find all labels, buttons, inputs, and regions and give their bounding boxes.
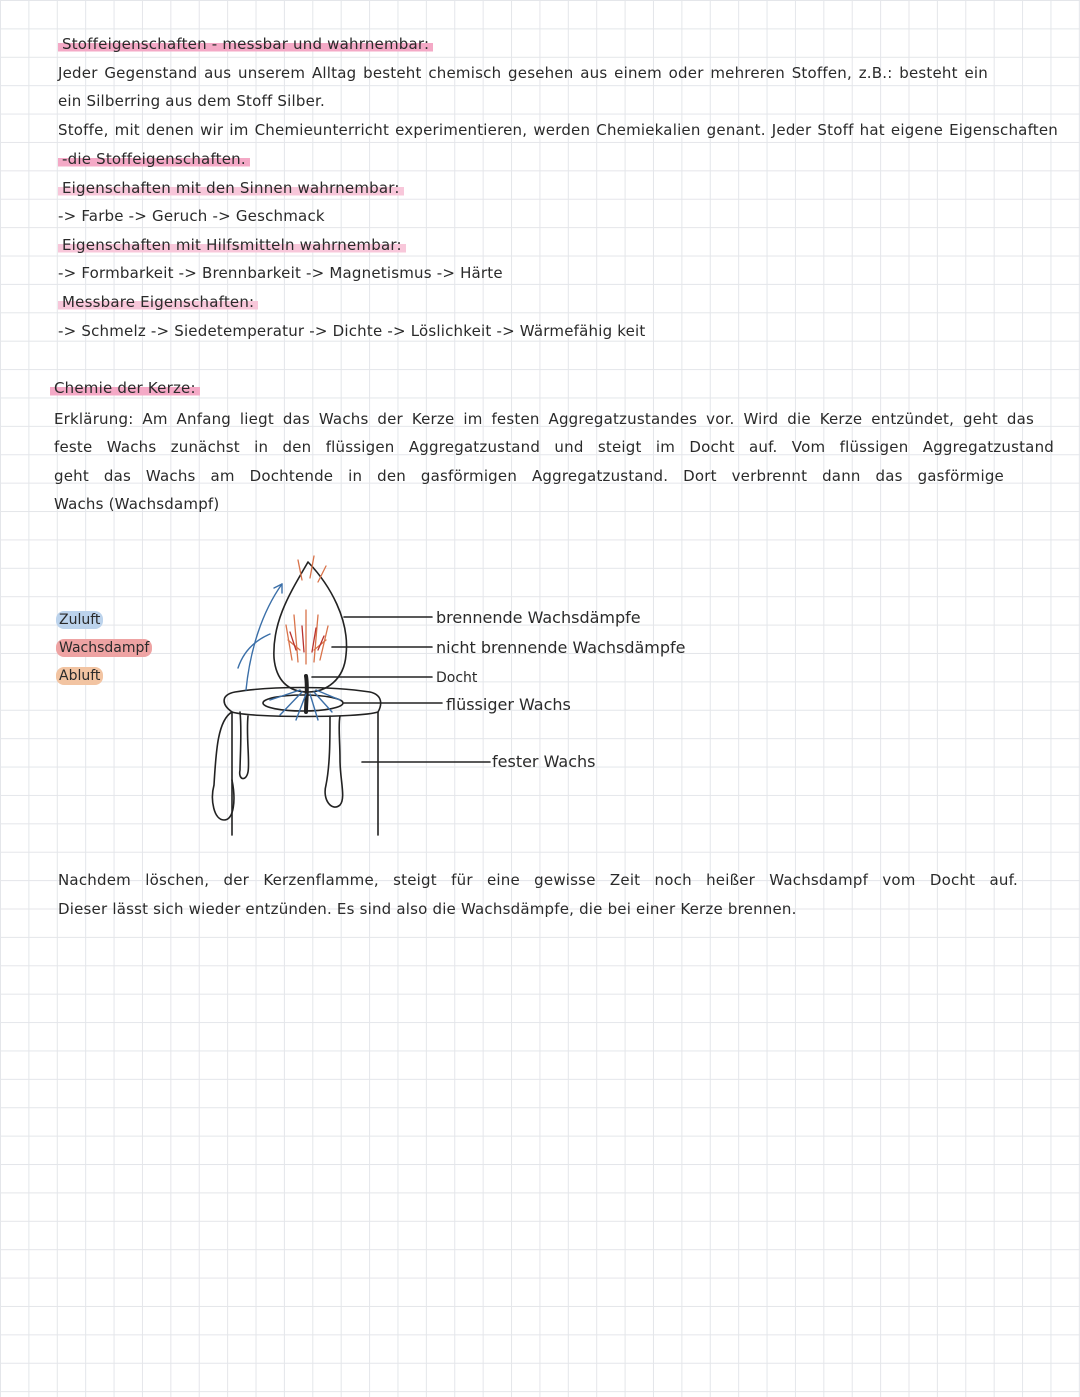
section1-p1-line1: Jeder Gegenstand aus unserem Alltag besteht chemisch gesehen aus einem oder mehreren Stoffen, z.B.: besteht ein bbox=[58, 64, 988, 82]
section1-p2-line1: Stoffe, mit denen wir im Chemieunterricht experimentieren, werden Chemiekalien genant. Jeder Stoff hat eigene Eigenschaften bbox=[58, 121, 1058, 139]
legend-zuluft: Zuluft bbox=[56, 611, 103, 629]
label-burning-vapors: brennende Wachsdämpfe bbox=[436, 608, 641, 627]
legend-abluft: Abluft bbox=[56, 667, 103, 685]
explanation-line1: Erklärung: Am Anfang liegt das Wachs der Kerze im festen Aggregatzustandes vor. Wird die Kerze entzündet, geht das bbox=[54, 410, 1034, 428]
sub3-heading: Messbare Eigenschaften: bbox=[58, 292, 258, 312]
label-wick: Docht bbox=[436, 670, 478, 686]
air-current-2 bbox=[238, 634, 270, 668]
flame-outer bbox=[274, 562, 347, 692]
drip-right bbox=[325, 716, 343, 807]
sub2-items: -> Formbarkeit -> Brennbarkeit -> Magnetismus -> Härte bbox=[58, 264, 503, 282]
sub1-heading: Eigenschaften mit den Sinnen wahrnembar: bbox=[58, 178, 404, 198]
label-not-burning-vapors: nicht brennende Wachsdämpfe bbox=[436, 638, 686, 657]
label-solid-wax: fester Wachs bbox=[492, 752, 596, 771]
closing-line1: Nachdem löschen, der Kerzenflamme, steigt für eine gewisse Zeit noch heißer Wachsdampf vom Docht auf. bbox=[58, 871, 1018, 889]
sub3-items: -> Schmelz -> Siedetemperatur -> Dichte -> Löslichkeit -> Wärmefähig keit bbox=[58, 322, 646, 340]
sub1-items: -> Farbe -> Geruch -> Geschmack bbox=[58, 207, 325, 225]
legend-wachsdampf: Wachsdampf bbox=[56, 639, 152, 657]
candle-body bbox=[232, 712, 378, 835]
section1-heading: Stoffeigenschaften - messbar und wahrnembar: bbox=[58, 34, 433, 54]
drip-left bbox=[212, 712, 233, 820]
section1-p2-line2: -die Stoffeigenschaften. bbox=[58, 149, 250, 169]
explanation-line2: feste Wachs zunächst in den flüssigen Aggregatzustand und steigt im Docht auf. Vom flüssigen Aggregatzustand bbox=[54, 438, 1054, 456]
label-liquid-wax: flüssiger Wachs bbox=[446, 695, 571, 714]
explanation-line3: geht das Wachs am Dochtende in den gasförmigen Aggregatzustand. Dort verbrennt dann das gasförmige bbox=[54, 467, 1004, 485]
closing-line2: Dieser lässt sich wieder entzünden. Es sind also die Wachsdämpfe, die bei einer Kerze brennen. bbox=[58, 900, 797, 918]
section2-heading: Chemie der Kerze: bbox=[50, 378, 200, 398]
drip-left-small bbox=[240, 712, 249, 779]
section1-p1-line2: ein Silberring aus dem Stoff Silber. bbox=[58, 92, 325, 110]
explanation-line4: Wachs (Wachsdampf) bbox=[54, 495, 220, 513]
sub2-heading: Eigenschaften mit Hilfsmitteln wahrnembar: bbox=[58, 235, 406, 255]
